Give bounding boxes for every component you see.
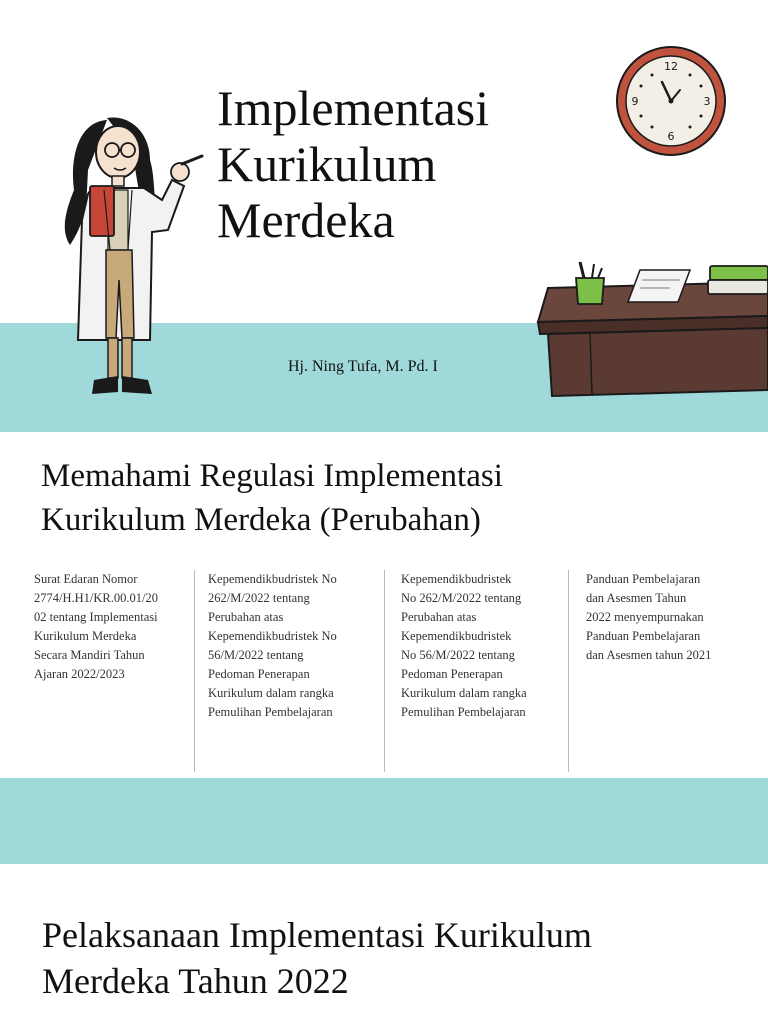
column-line: 262/M/2022 tentang (208, 591, 310, 605)
clock-numeral-6: 6 (667, 130, 675, 143)
regulation-slide (0, 432, 768, 864)
desk-illustration (530, 258, 768, 398)
wall-clock-icon (614, 44, 728, 158)
column-line: dan Asesmen tahun 2021 (586, 648, 712, 662)
title-line: Implementasi (217, 80, 490, 136)
title-line: Kurikulum (217, 136, 437, 192)
column-line: 02 tentang Implementasi (34, 610, 158, 624)
clock-numeral-9: 9 (631, 95, 639, 108)
column-divider (384, 570, 385, 772)
column-line: dan Asesmen Tahun (586, 591, 687, 605)
column-line: Perubahan atas (401, 610, 477, 624)
slide-heading (41, 454, 741, 542)
column-line: Secara Mandiri Tahun (34, 648, 145, 662)
column-line: Perubahan atas (208, 610, 284, 624)
accent-band (0, 778, 768, 864)
column-line: No 262/M/2022 tentang (401, 591, 522, 605)
column-line: Pedoman Penerapan (401, 667, 503, 681)
heading-line: Pelaksanaan Implementasi Kurikulum (42, 915, 592, 955)
clock-numeral-3: 3 (703, 95, 711, 108)
teacher-illustration (52, 110, 212, 400)
column-line: Surat Edaran Nomor (34, 572, 138, 586)
column-line: Panduan Pembelajaran (586, 572, 701, 586)
slide-heading (42, 912, 742, 1004)
column-line: Kepemendikbudristek (401, 629, 512, 643)
column-line: Ajaran 2022/2023 (34, 667, 125, 681)
heading-line: Merdeka Tahun 2022 (42, 961, 349, 1001)
column-line: 2022 menyempurnakan (586, 610, 704, 624)
column-line: Kepemendikbudristek No (208, 629, 337, 643)
column-line: Kurikulum dalam rangka (208, 686, 334, 700)
column-line: No 56/M/2022 tentang (401, 648, 515, 662)
title-slide (0, 0, 768, 432)
column-divider (194, 570, 195, 772)
implementation-slide (0, 864, 768, 1024)
column-line: Pemulihan Pembelajaran (208, 705, 333, 719)
clock-numeral-12: 12 (664, 60, 678, 73)
title-line: Merdeka (217, 192, 395, 248)
column-line: Kepemendikbudristek (401, 572, 512, 586)
regulation-column-4 (586, 570, 756, 665)
regulation-column-2 (208, 570, 380, 722)
column-line: Kepemendikbudristek No (208, 572, 337, 586)
column-line: Kurikulum dalam rangka (401, 686, 527, 700)
heading-line: Memahami Regulasi Implementasi (41, 458, 503, 494)
author-name: Hj. Ning Tufa, M. Pd. I (288, 358, 438, 375)
heading-line: Kurikulum Merdeka (Perubahan) (41, 502, 481, 538)
column-line: Kurikulum Merdeka (34, 629, 137, 643)
column-line: Pedoman Penerapan (208, 667, 310, 681)
column-line: Panduan Pembelajaran (586, 629, 701, 643)
column-divider (568, 570, 569, 772)
regulation-column-3 (401, 570, 561, 722)
regulation-column-1 (34, 570, 192, 684)
column-line: Pemulihan Pembelajaran (401, 705, 526, 719)
presentation-title (217, 80, 547, 248)
column-line: 56/M/2022 tentang (208, 648, 304, 662)
column-line: 2774/H.H1/KR.00.01/20 (34, 591, 158, 605)
